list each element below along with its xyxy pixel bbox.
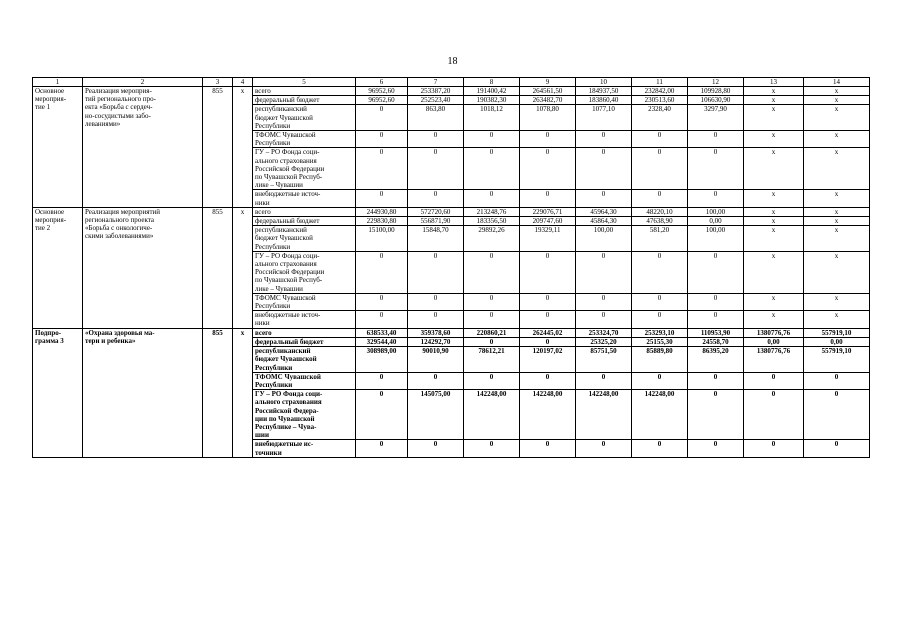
value-cell: x: [744, 105, 804, 131]
value-cell: 0: [356, 148, 408, 190]
value-cell: 0: [408, 293, 464, 310]
value-cell: 0: [520, 440, 576, 457]
value-cell: 0: [408, 148, 464, 190]
value-cell: 0: [408, 190, 464, 207]
value-cell: 78612,21: [464, 347, 520, 373]
value-cell: x: [804, 251, 870, 293]
column-header: 9: [520, 78, 576, 87]
column-header: 8: [464, 78, 520, 87]
value-cell: x: [744, 251, 804, 293]
funding-source: всего: [253, 328, 356, 337]
value-cell: 0: [804, 390, 870, 440]
value-cell: x: [804, 96, 870, 105]
value-cell: 0: [464, 372, 520, 389]
value-cell: 253324,70: [576, 328, 632, 337]
value-cell: 0: [632, 440, 688, 457]
value-cell: x: [804, 131, 870, 148]
value-cell: 0: [688, 311, 744, 328]
value-cell: x: [804, 105, 870, 131]
funding-source: республиканский бюджет Чувашской Республики: [253, 105, 356, 131]
value-cell: 142248,00: [576, 390, 632, 440]
section-description: Реализация мероприя- тий регионального про- екта «Борьба с сердеч- но-сосудистыми забо- леваниями»: [83, 87, 203, 208]
funding-source: ТФОМС Чувашской Республики: [253, 293, 356, 310]
value-cell: 0: [632, 131, 688, 148]
table-row: [33, 328, 870, 337]
value-cell: 220860,21: [464, 328, 520, 337]
value-cell: 0: [632, 190, 688, 207]
value-cell: 86395,20: [688, 347, 744, 373]
value-cell: 0: [464, 337, 520, 346]
value-cell: 1018,12: [464, 105, 520, 131]
column-header: 12: [688, 78, 744, 87]
value-cell: 183356,50: [464, 217, 520, 226]
value-cell: 244930,80: [356, 207, 408, 216]
value-cell: 0: [408, 311, 464, 328]
value-cell: 209747,60: [520, 217, 576, 226]
value-cell: 0: [632, 293, 688, 310]
value-cell: 359378,60: [408, 328, 464, 337]
value-cell: x: [804, 87, 870, 96]
value-cell: 0: [408, 440, 464, 457]
value-cell: 0: [632, 311, 688, 328]
value-cell: x: [804, 226, 870, 252]
value-cell: 556871,90: [408, 217, 464, 226]
value-cell: x: [804, 293, 870, 310]
value-cell: 0: [520, 293, 576, 310]
value-cell: 96952,60: [356, 87, 408, 96]
value-cell: 572720,60: [408, 207, 464, 216]
value-cell: 0: [464, 131, 520, 148]
value-cell: 0: [688, 372, 744, 389]
column-header: 6: [356, 78, 408, 87]
funding-source: внебюджетные источ- ники: [253, 190, 356, 207]
value-cell: 229830,80: [356, 217, 408, 226]
funding-source: внебюджетные ис- точники: [253, 440, 356, 457]
value-cell: 230513,60: [632, 96, 688, 105]
value-cell: 263482,70: [520, 96, 576, 105]
value-cell: 0: [356, 251, 408, 293]
section-description: «Охрана здоровья ма- тери и ребенка»: [83, 328, 203, 457]
value-cell: 0: [520, 190, 576, 207]
section-mark: x: [233, 87, 253, 208]
value-cell: 15848,70: [408, 226, 464, 252]
value-cell: 120197,02: [520, 347, 576, 373]
section-code: 855: [203, 87, 233, 208]
section-label: Основное мероприя- тие 2: [33, 207, 83, 328]
table-row: [33, 207, 870, 216]
value-cell: 145075,00: [408, 390, 464, 440]
section-label: Подпро- грамма 3: [33, 328, 83, 457]
value-cell: 85889,80: [632, 347, 688, 373]
column-header: 14: [804, 78, 870, 87]
value-cell: 25325,20: [576, 337, 632, 346]
value-cell: 0: [632, 251, 688, 293]
value-cell: x: [744, 96, 804, 105]
value-cell: 0: [520, 311, 576, 328]
funding-source: ТФОМС Чувашской Республики: [253, 372, 356, 389]
section-mark: x: [233, 328, 253, 457]
value-cell: 0: [520, 337, 576, 346]
value-cell: 863,80: [408, 105, 464, 131]
value-cell: 0: [408, 372, 464, 389]
value-cell: 0: [744, 390, 804, 440]
value-cell: 0: [804, 372, 870, 389]
value-cell: 0,00: [688, 217, 744, 226]
value-cell: 262445,02: [520, 328, 576, 337]
value-cell: 0: [576, 190, 632, 207]
funding-source: федеральный бюджет: [253, 96, 356, 105]
value-cell: x: [744, 131, 804, 148]
value-cell: 45864,30: [576, 217, 632, 226]
value-cell: 29892,26: [464, 226, 520, 252]
funding-source: всего: [253, 207, 356, 216]
value-cell: x: [744, 87, 804, 96]
value-cell: 0: [356, 440, 408, 457]
value-cell: 0: [632, 148, 688, 190]
value-cell: 638533,40: [356, 328, 408, 337]
value-cell: 110953,90: [688, 328, 744, 337]
value-cell: 557919,10: [804, 347, 870, 373]
value-cell: 1380776,76: [744, 328, 804, 337]
value-cell: 0: [520, 148, 576, 190]
value-cell: 0: [464, 190, 520, 207]
value-cell: 90010,90: [408, 347, 464, 373]
value-cell: 0: [520, 251, 576, 293]
value-cell: 142248,00: [464, 390, 520, 440]
value-cell: x: [804, 207, 870, 216]
value-cell: 252523,40: [408, 96, 464, 105]
value-cell: 0: [576, 251, 632, 293]
funding-source: федеральный бюджет: [253, 217, 356, 226]
value-cell: 581,20: [632, 226, 688, 252]
value-cell: 184937,50: [576, 87, 632, 96]
funding-source: республиканский бюджет Чувашской Республики: [253, 226, 356, 252]
value-cell: 0: [688, 293, 744, 310]
value-cell: 0: [356, 131, 408, 148]
value-cell: 100,00: [576, 226, 632, 252]
value-cell: 0: [520, 131, 576, 148]
value-cell: 106630,90: [688, 96, 744, 105]
section-mark: x: [233, 207, 253, 328]
value-cell: 109928,80: [688, 87, 744, 96]
value-cell: 0: [576, 311, 632, 328]
value-cell: 0: [632, 372, 688, 389]
value-cell: 329544,40: [356, 337, 408, 346]
value-cell: 19329,11: [520, 226, 576, 252]
section-description: Реализация мероприятий регионального проекта «Борьба с онкологиче- скими заболеваниями»: [83, 207, 203, 328]
value-cell: 96952,60: [356, 96, 408, 105]
column-header: 11: [632, 78, 688, 87]
value-cell: 190382,30: [464, 96, 520, 105]
value-cell: 308989,00: [356, 347, 408, 373]
value-cell: 232842,00: [632, 87, 688, 96]
value-cell: x: [744, 190, 804, 207]
value-cell: 15100,00: [356, 226, 408, 252]
value-cell: 47638,90: [632, 217, 688, 226]
column-header: 3: [203, 78, 233, 87]
value-cell: x: [744, 293, 804, 310]
value-cell: 0: [688, 148, 744, 190]
value-cell: 253387,20: [408, 87, 464, 96]
value-cell: 0: [356, 372, 408, 389]
value-cell: 0: [520, 372, 576, 389]
funding-source: ГУ – РО Фонда соци- ального страхования Российской Федерации по Чувашской Респуб- лике – Чувашии: [253, 251, 356, 293]
value-cell: 0: [356, 390, 408, 440]
value-cell: 48220,10: [632, 207, 688, 216]
value-cell: x: [744, 217, 804, 226]
value-cell: 0: [688, 251, 744, 293]
value-cell: 0: [688, 440, 744, 457]
funding-source: ТФОМС Чувашской Республики: [253, 131, 356, 148]
funding-source: федеральный бюджет: [253, 337, 356, 346]
value-cell: 1077,10: [576, 105, 632, 131]
value-cell: 253293,10: [632, 328, 688, 337]
column-header: 13: [744, 78, 804, 87]
value-cell: 85751,50: [576, 347, 632, 373]
section-label: Основное мероприя- тие 1: [33, 87, 83, 208]
value-cell: 0: [408, 251, 464, 293]
value-cell: x: [744, 226, 804, 252]
funding-source: внебюджетные источ- ники: [253, 311, 356, 328]
value-cell: 0: [464, 440, 520, 457]
value-cell: 0,00: [804, 337, 870, 346]
value-cell: 0: [356, 311, 408, 328]
value-cell: 183860,40: [576, 96, 632, 105]
funding-source: всего: [253, 87, 356, 96]
value-cell: x: [744, 148, 804, 190]
value-cell: 0: [688, 131, 744, 148]
value-cell: 0: [576, 293, 632, 310]
column-header: 2: [83, 78, 203, 87]
value-cell: 0: [744, 372, 804, 389]
value-cell: 0: [576, 131, 632, 148]
value-cell: x: [744, 207, 804, 216]
value-cell: 0: [464, 251, 520, 293]
value-cell: 191400,42: [464, 87, 520, 96]
value-cell: 0: [576, 148, 632, 190]
value-cell: 142248,00: [520, 390, 576, 440]
value-cell: 100,00: [688, 207, 744, 216]
value-cell: 0: [464, 293, 520, 310]
column-header: 10: [576, 78, 632, 87]
budget-table: [32, 77, 870, 458]
section-code: 855: [203, 207, 233, 328]
value-cell: 0: [688, 390, 744, 440]
value-cell: 0: [464, 148, 520, 190]
value-cell: 1078,80: [520, 105, 576, 131]
value-cell: x: [804, 311, 870, 328]
column-header: 4: [233, 78, 253, 87]
value-cell: 0: [804, 440, 870, 457]
value-cell: 0: [744, 440, 804, 457]
header-row: [33, 78, 870, 87]
value-cell: 100,00: [688, 226, 744, 252]
value-cell: 0: [688, 190, 744, 207]
value-cell: 0,00: [744, 337, 804, 346]
value-cell: 264561,50: [520, 87, 576, 96]
value-cell: 229076,71: [520, 207, 576, 216]
value-cell: 2328,40: [632, 105, 688, 131]
value-cell: 0: [356, 105, 408, 131]
value-cell: 25155,30: [632, 337, 688, 346]
value-cell: 45964,30: [576, 207, 632, 216]
value-cell: 0: [576, 440, 632, 457]
column-header: 5: [253, 78, 356, 87]
value-cell: x: [804, 148, 870, 190]
value-cell: 0: [356, 293, 408, 310]
value-cell: x: [744, 311, 804, 328]
value-cell: 1380776,76: [744, 347, 804, 373]
section-code: 855: [203, 328, 233, 457]
funding-source: ГУ – РО Фонда соци- ального страхования Российской Федерации по Чувашской Респуб- лике – Чувашии: [253, 148, 356, 190]
value-cell: 0: [356, 190, 408, 207]
value-cell: 0: [408, 131, 464, 148]
value-cell: 557919,10: [804, 328, 870, 337]
value-cell: 3297,90: [688, 105, 744, 131]
funding-source: ГУ – РО Фонда соци- ального страхования Российской Федера- ции по Чувашской Республике – Чува- шии: [253, 390, 356, 440]
value-cell: 142248,00: [632, 390, 688, 440]
page-number: 18: [447, 56, 458, 67]
value-cell: 0: [464, 311, 520, 328]
column-header: 7: [408, 78, 464, 87]
column-header: 1: [33, 78, 83, 87]
funding-source: республиканский бюджет Чувашской Республики: [253, 347, 356, 373]
value-cell: 124292,70: [408, 337, 464, 346]
value-cell: 213248,76: [464, 207, 520, 216]
value-cell: x: [804, 217, 870, 226]
value-cell: x: [804, 190, 870, 207]
value-cell: 24558,70: [688, 337, 744, 346]
table-row: [33, 87, 870, 96]
value-cell: 0: [576, 372, 632, 389]
